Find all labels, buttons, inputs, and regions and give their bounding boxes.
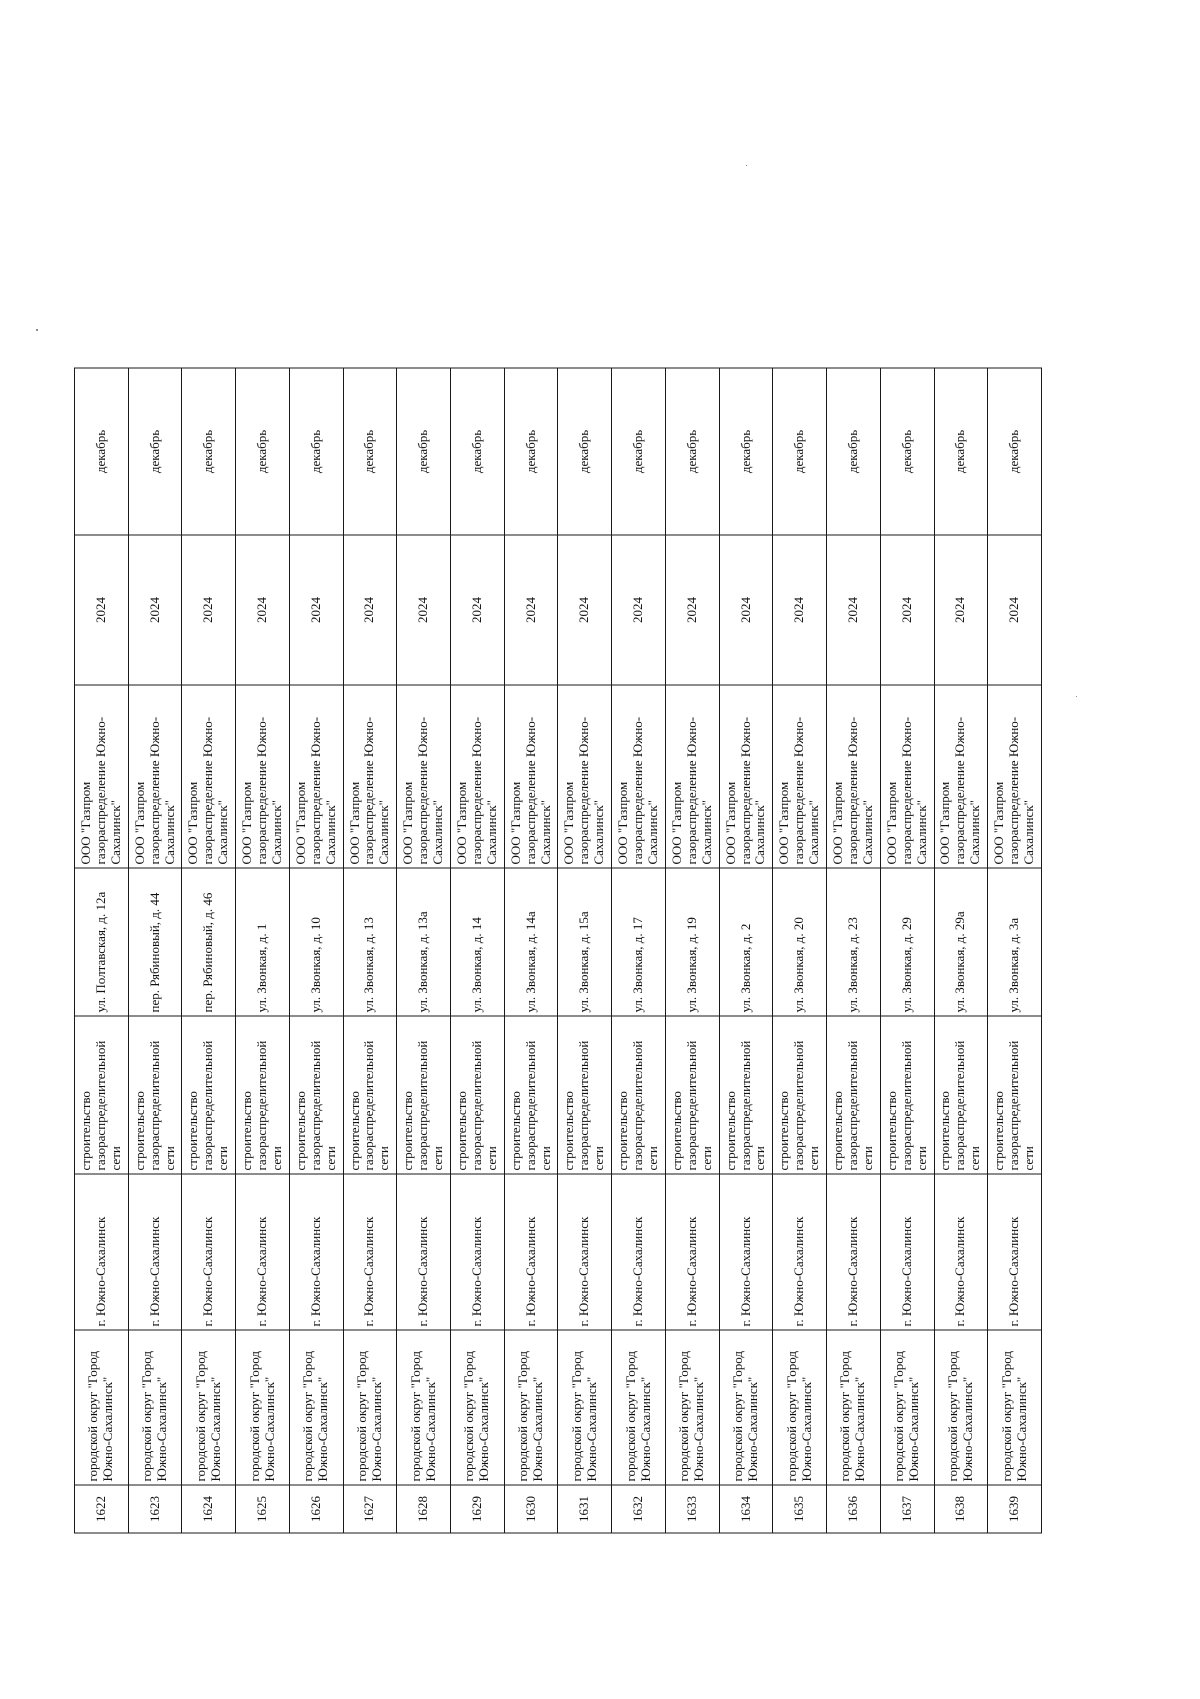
year-cell: 2024 [934,535,988,685]
table-row [665,368,719,1533]
table-row [504,368,558,1533]
work-type-cell: строительство газораспределительной сети [826,1016,880,1174]
municipality-cell: городской округ "Город Южно-Сахалинск" [665,1330,719,1485]
row-number: 1627 [343,1485,397,1533]
table-row [74,368,128,1533]
municipality-cell: городской округ "Город Южно-Сахалинск" [396,1330,450,1485]
row-number: 1624 [181,1485,235,1533]
municipality-cell: городской округ "Город Южно-Сахалинск" [343,1330,397,1485]
address-cell: ул. Звонкая, д. 13а [396,868,450,1016]
table-row [289,368,343,1533]
municipality-cell: городской округ "Город Южно-Сахалинск" [611,1330,665,1485]
executor-cell: ООО "Газпром газораспределение Южно-Сахалинск" [74,685,128,868]
settlement-cell: г. Южно-Сахалинск [74,1174,128,1330]
address-cell: ул. Звонкая, д. 14а [504,868,558,1016]
month-cell: декабрь [826,368,880,535]
table-body [74,368,1041,1533]
row-number: 1632 [611,1485,665,1533]
table-row [880,368,934,1533]
year-cell: 2024 [611,535,665,685]
municipality-cell: городской округ "Город Южно-Сахалинск" [987,1330,1041,1485]
work-type-cell: строительство газораспределительной сети [235,1016,289,1174]
row-number: 1639 [987,1485,1041,1533]
settlement-cell: г. Южно-Сахалинск [611,1174,665,1330]
year-cell: 2024 [880,535,934,685]
year-cell: 2024 [235,535,289,685]
table-row [450,368,504,1533]
month-cell: декабрь [74,368,128,535]
settlement-cell: г. Южно-Сахалинск [504,1174,558,1330]
executor-cell: ООО "Газпром газораспределение Южно-Сахалинск" [772,685,826,868]
settlement-cell: г. Южно-Сахалинск [719,1174,773,1330]
municipality-cell: городской округ "Город Южно-Сахалинск" [235,1330,289,1485]
municipality-cell: городской округ "Город Южно-Сахалинск" [504,1330,558,1485]
executor-cell: ООО "Газпром газораспределение Южно-Сахалинск" [611,685,665,868]
settlement-cell: г. Южно-Сахалинск [934,1174,988,1330]
settlement-cell: г. Южно-Сахалинск [181,1174,235,1330]
row-number: 1622 [74,1485,128,1533]
row-number: 1636 [826,1485,880,1533]
settlement-cell: г. Южно-Сахалинск [826,1174,880,1330]
row-number: 1628 [396,1485,450,1533]
executor-cell: ООО "Газпром газораспределение Южно-Сахалинск" [289,685,343,868]
municipality-cell: городской округ "Город Южно-Сахалинск" [772,1330,826,1485]
month-cell: декабрь [611,368,665,535]
executor-cell: ООО "Газпром газораспределение Южно-Сахалинск" [181,685,235,868]
municipality-cell: городской округ "Город Южно-Сахалинск" [880,1330,934,1485]
executor-cell: ООО "Газпром газораспределение Южно-Сахалинск" [665,685,719,868]
settlement-cell: г. Южно-Сахалинск [772,1174,826,1330]
table-row [343,368,397,1533]
month-cell: декабрь [665,368,719,535]
executor-cell: ООО "Газпром газораспределение Южно-Сахалинск" [396,685,450,868]
address-cell: ул. Звонкая, д. 15а [557,868,611,1016]
scan-speck [1076,696,1077,697]
municipality-cell: городской округ "Город Южно-Сахалинск" [289,1330,343,1485]
year-cell: 2024 [772,535,826,685]
settlement-cell: г. Южно-Сахалинск [987,1174,1041,1330]
month-cell: декабрь [934,368,988,535]
address-cell: ул. Звонкая, д. 23 [826,868,880,1016]
municipality-cell: городской округ "Город Южно-Сахалинск" [181,1330,235,1485]
executor-cell: ООО "Газпром газораспределение Южно-Сахалинск" [719,685,773,868]
row-number: 1631 [557,1485,611,1533]
work-type-cell: строительство газораспределительной сети [880,1016,934,1174]
month-cell: декабрь [880,368,934,535]
municipality-cell: городской округ "Город Южно-Сахалинск" [557,1330,611,1485]
month-cell: декабрь [772,368,826,535]
table-row [987,368,1041,1533]
table-row [396,368,450,1533]
executor-cell: ООО "Газпром газораспределение Южно-Сахалинск" [987,685,1041,868]
executor-cell: ООО "Газпром газораспределение Южно-Сахалинск" [450,685,504,868]
address-cell: ул. Звонкая, д. 14 [450,868,504,1016]
settlement-cell: г. Южно-Сахалинск [128,1174,182,1330]
address-cell: ул. Полтавская, д. 12а [74,868,128,1016]
work-type-cell: строительство газораспределительной сети [289,1016,343,1174]
month-cell: декабрь [987,368,1041,535]
work-type-cell: строительство газораспределительной сети [504,1016,558,1174]
settlement-cell: г. Южно-Сахалинск [289,1174,343,1330]
work-type-cell: строительство газораспределительной сети [396,1016,450,1174]
settlement-cell: г. Южно-Сахалинск [665,1174,719,1330]
work-type-cell: строительство газораспределительной сети [934,1016,988,1174]
table-row [235,368,289,1533]
settlement-cell: г. Южно-Сахалинск [396,1174,450,1330]
row-number: 1635 [772,1485,826,1533]
gasification-schedule-table [74,368,1042,1534]
month-cell: декабрь [504,368,558,535]
settlement-cell: г. Южно-Сахалинск [450,1174,504,1330]
address-cell: ул. Звонкая, д. 3а [987,868,1041,1016]
row-number: 1630 [504,1485,558,1533]
work-type-cell: строительство газораспределительной сети [987,1016,1041,1174]
municipality-cell: городской округ "Город Южно-Сахалинск" [826,1330,880,1485]
address-cell: ул. Звонкая, д. 20 [772,868,826,1016]
month-cell: декабрь [450,368,504,535]
row-number: 1629 [450,1485,504,1533]
month-cell: декабрь [557,368,611,535]
settlement-cell: г. Южно-Сахалинск [235,1174,289,1330]
year-cell: 2024 [504,535,558,685]
work-type-cell: строительство газораспределительной сети [450,1016,504,1174]
table-row [826,368,880,1533]
row-number: 1634 [719,1485,773,1533]
work-type-cell: строительство газораспределительной сети [74,1016,128,1174]
table-row [128,368,182,1533]
year-cell: 2024 [557,535,611,685]
work-type-cell: строительство газораспределительной сети [772,1016,826,1174]
executor-cell: ООО "Газпром газораспределение Южно-Сахалинск" [343,685,397,868]
work-type-cell: строительство газораспределительной сети [128,1016,182,1174]
table-row [719,368,773,1533]
work-type-cell: строительство газораспределительной сети [343,1016,397,1174]
year-cell: 2024 [826,535,880,685]
month-cell: декабрь [235,368,289,535]
table-row [934,368,988,1533]
work-type-cell: строительство газораспределительной сети [557,1016,611,1174]
address-cell: ул. Звонкая, д. 13 [343,868,397,1016]
month-cell: декабрь [181,368,235,535]
scan-speck [746,165,747,166]
address-cell: ул. Звонкая, д. 1 [235,868,289,1016]
executor-cell: ООО "Газпром газораспределение Южно-Сахалинск" [128,685,182,868]
executor-cell: ООО "Газпром газораспределение Южно-Сахалинск" [826,685,880,868]
month-cell: декабрь [289,368,343,535]
address-cell: пер. Рябиновый, д. 46 [181,868,235,1016]
address-cell: ул. Звонкая, д. 19 [665,868,719,1016]
work-type-cell: строительство газораспределительной сети [719,1016,773,1174]
settlement-cell: г. Южно-Сахалинск [880,1174,934,1330]
row-number: 1638 [934,1485,988,1533]
row-number: 1623 [128,1485,182,1533]
address-cell: ул. Звонкая, д. 29 [880,868,934,1016]
table-row [772,368,826,1533]
executor-cell: ООО "Газпром газораспределение Южно-Сахалинск" [880,685,934,868]
municipality-cell: городской округ "Город Южно-Сахалинск" [450,1330,504,1485]
year-cell: 2024 [719,535,773,685]
address-cell: ул. Звонкая, д. 17 [611,868,665,1016]
scan-speck [36,329,38,331]
municipality-cell: городской округ "Город Южно-Сахалинск" [128,1330,182,1485]
row-number: 1625 [235,1485,289,1533]
row-number: 1637 [880,1485,934,1533]
table-row [611,368,665,1533]
rotated-table-container [74,369,1042,1534]
work-type-cell: строительство газораспределительной сети [181,1016,235,1174]
year-cell: 2024 [181,535,235,685]
municipality-cell: городской округ "Город Южно-Сахалинск" [719,1330,773,1485]
settlement-cell: г. Южно-Сахалинск [557,1174,611,1330]
table-row [181,368,235,1533]
month-cell: декабрь [343,368,397,535]
address-cell: ул. Звонкая, д. 2 [719,868,773,1016]
municipality-cell: городской округ "Город Южно-Сахалинск" [74,1330,128,1485]
month-cell: декабрь [396,368,450,535]
executor-cell: ООО "Газпром газораспределение Южно-Сахалинск" [934,685,988,868]
executor-cell: ООО "Газпром газораспределение Южно-Сахалинск" [504,685,558,868]
executor-cell: ООО "Газпром газораспределение Южно-Сахалинск" [557,685,611,868]
year-cell: 2024 [450,535,504,685]
month-cell: декабрь [128,368,182,535]
year-cell: 2024 [128,535,182,685]
address-cell: ул. Звонкая, д. 29а [934,868,988,1016]
executor-cell: ООО "Газпром газораспределение Южно-Сахалинск" [235,685,289,868]
year-cell: 2024 [987,535,1041,685]
municipality-cell: городской округ "Город Южно-Сахалинск" [934,1330,988,1485]
year-cell: 2024 [289,535,343,685]
month-cell: декабрь [719,368,773,535]
work-type-cell: строительство газораспределительной сети [611,1016,665,1174]
address-cell: ул. Звонкая, д. 10 [289,868,343,1016]
settlement-cell: г. Южно-Сахалинск [343,1174,397,1330]
row-number: 1633 [665,1485,719,1533]
year-cell: 2024 [74,535,128,685]
row-number: 1626 [289,1485,343,1533]
year-cell: 2024 [343,535,397,685]
work-type-cell: строительство газораспределительной сети [665,1016,719,1174]
table-row [557,368,611,1533]
year-cell: 2024 [396,535,450,685]
year-cell: 2024 [665,535,719,685]
address-cell: пер. Рябиновый, д. 44 [128,868,182,1016]
